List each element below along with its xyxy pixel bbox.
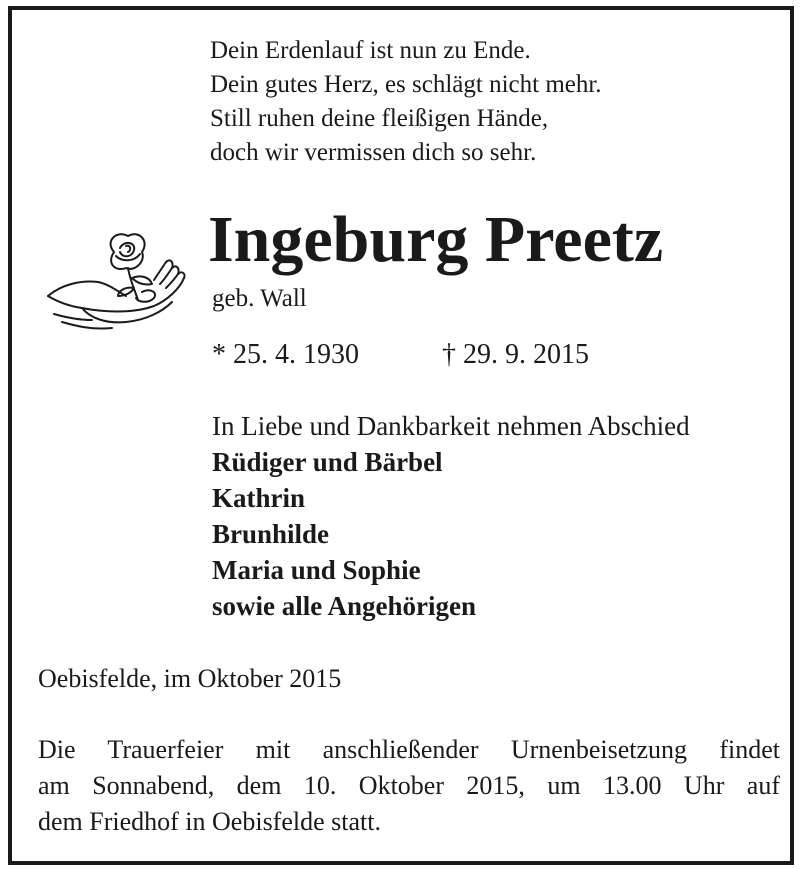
deceased-name: Ingeburg Preetz bbox=[208, 203, 664, 276]
obituary-frame bbox=[8, 6, 794, 865]
place-and-date: Oebisfelde, im Oktober 2015 bbox=[38, 664, 342, 693]
mourner-name: Rüdiger und Bärbel bbox=[212, 447, 443, 477]
death-date: † 29. 9. 2015 bbox=[442, 339, 589, 370]
mourner-name: Maria und Sophie bbox=[212, 555, 421, 585]
funeral-notice-line: dem Friedhof in Oebisfelde statt. bbox=[38, 807, 381, 836]
hands-with-rose-icon bbox=[42, 222, 192, 337]
birth-date: * 25. 4. 1930 bbox=[212, 339, 359, 370]
mourners-intro: In Liebe und Dankbarkeit nehmen Abschied bbox=[212, 411, 690, 441]
mourner-name: Brunhilde bbox=[212, 519, 330, 549]
poem bbox=[210, 34, 602, 170]
birth-name: geb. Wall bbox=[212, 285, 307, 312]
funeral-notice-line: Die Trauerfeier mit anschließender Urnenbeisetzung findet bbox=[38, 735, 780, 764]
funeral-notice-line: am Sonnabend, dem 10. Oktober 2015, um 13.00 Uhr auf bbox=[38, 771, 780, 800]
poem-line: Dein gutes Herz, es schlägt nicht mehr. bbox=[210, 71, 602, 98]
poem-line: Dein Erdenlauf ist nun zu Ende. bbox=[210, 37, 531, 64]
funeral-notice bbox=[38, 732, 780, 840]
poem-line: doch wir vermissen dich so sehr. bbox=[210, 139, 537, 166]
mourner-name: sowie alle Angehörigen bbox=[212, 591, 476, 621]
poem-line: Still ruhen deine fleißigen Hände, bbox=[210, 105, 549, 132]
mourners-block bbox=[212, 408, 690, 624]
mourner-name: Kathrin bbox=[212, 483, 306, 513]
